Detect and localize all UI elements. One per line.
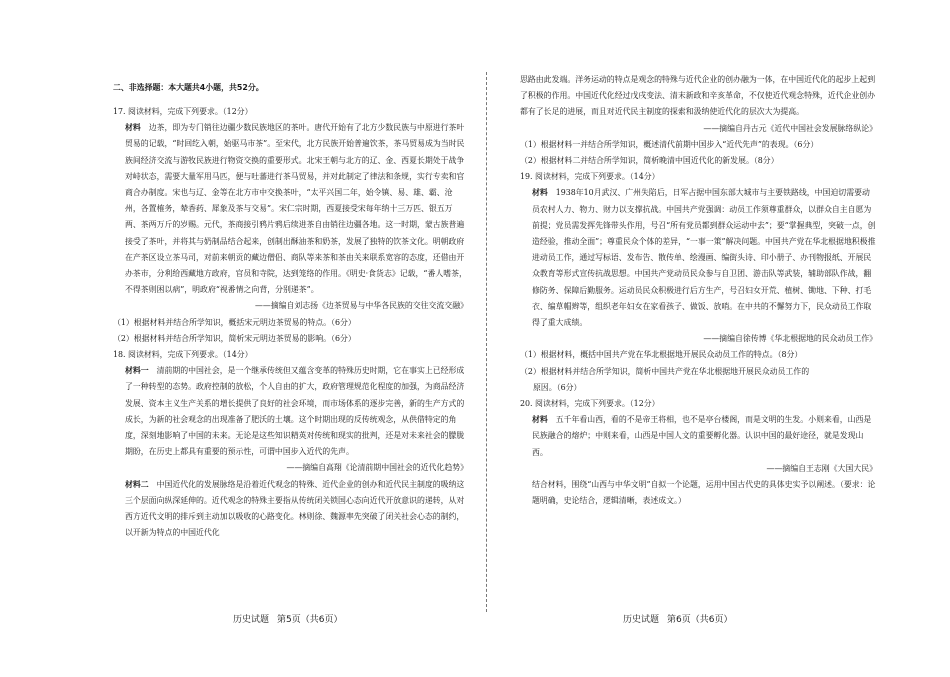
- question-18-material1: [113, 363, 468, 460]
- question-17-source: ——摘编自刘志扬《边茶贸易与中华各民族的交往交流交融》: [254, 301, 468, 311]
- question-17-stem: 17. 阅读材料，完成下列要求。（12分）: [113, 106, 253, 116]
- footer-page-number: 第6页（共6页）: [667, 615, 733, 625]
- question-17-sub1: （1）根据材料并结合所学知识，概括宋元明边茶贸易的特点。（6分）: [113, 317, 356, 327]
- question-18-source1: ——摘编自高翔《论清前期中国社会的近代化趋势》: [286, 463, 468, 473]
- question-20-stem: 20. 阅读材料，完成下列要求。（12分）: [520, 399, 660, 409]
- material2-label: 材料二: [125, 479, 149, 489]
- question-18-material2: [113, 477, 468, 542]
- material-text: 五千年看山西，看的不是帝王将相，也不是亭台楼阁，而是文明的生发。小则来看，山西是民族融合的熔炉；中则来看，山西是中国人文的重要孵化器。认识中国的最好途径，就是发现山西。: [532, 415, 872, 457]
- question-20-source: ——摘编自王志刚《大国大民》: [766, 463, 877, 473]
- material-label: 材料: [532, 415, 548, 425]
- question-19-source: ——摘编自徐传博《华北根据地的民众动员工作》: [703, 334, 877, 344]
- question-20-material: [520, 412, 877, 461]
- question-18-source2: ——摘编自丹古元《近代中国社会发展脉络纵论》: [703, 123, 877, 133]
- right-page-footer: [623, 612, 740, 625]
- question-19-sub2: （2）根据材料并结合所学知识，简析中国共产党在华北根据地开展民众动员工作的: [520, 366, 810, 376]
- question-18-stem: 18. 阅读材料，完成下列要求。（14分）: [113, 350, 253, 360]
- right-page: [475, 0, 950, 677]
- material1-text: 清前期的中国社会，是一个继承传统但又蕴含变革的特殊历史时期，它在事实上已经形成了一种转型的态势。政府控制的放松，个人自由的扩大，政府管理规范化程度的加强，为商品经济发展、资本主义生产关系的增长提供了良好的社会环境，而市场体系的逐步完善，新的生产方式的成长，为新的社会观念的出现准备了肥沃的土壤。这个时期出现的反传统观念，从供借特定的角度，深刻地影响了中国的未来。无论是这些知识精英对传统和现实的批判，还是对未来社会的朦胧期盼，在历史上都具有重要的预示性，可谓中国步入近代的先声。: [125, 366, 465, 457]
- question-17-material: [113, 120, 468, 298]
- footer-subject: 历史试题: [623, 615, 660, 625]
- material-label: 材料: [125, 123, 141, 133]
- material-text: 边茶，即为专门销往边疆少数民族地区的茶叶。唐代开始有了北方少数民族与中原进行茶叶贸易的记载，“时回纥入朝，始驱马市茶”。至宋代，北方民族开始普遍饮茶，茶马贸易成为当时民族间经济交流与游牧民族进行物资交换的重要形式。北宋王朝与北方的辽、金、西夏长期处于战争对峙状态，需要大量军用马匹，便与吐蕃进行茶马贸易，并对此制定了律法和条规，实行专卖和官商合办制度。宋也与辽、金等在北方市中交换茶叶，“太平兴国二年，始令镇、易、雄、霸、沧州，各置榷务，辇香药、犀象及茶与交易”。宋仁宗时期，西夏接受宋每年纳十三万匹、银五万两、茶两万斤的岁赐。元代，茶商接引鸦片鸦后续进茶自由销往边疆各地。这一时期，蒙古族普遍接受了茶叶，并将其与奶制品结合起来，创制出酥油茶和奶茶，发展了独特的饮茶文化。明朝政府在产茶区设立茶马司，对前来朝贡的藏边僧侣、商队等来茶和茶由关来联系宽容的态度，还借由开办茶市，分利给西藏地方政府，官员和寺院，达到笼络的作用。《明史·食货志》记载，“番人嗜茶，不得茶则困以病”，明政府“视番情之向背，分别递茶”。: [125, 123, 467, 295]
- question-18-material2-continued: 思路由此发端。洋务运动的特点是观念的特殊与近代企业的创办融为一体，在中国近代化的起步上起到了积极的作用。中国近代化经过戊戌变法、清末新政和辛亥革命，不仅使近代观念特殊，近代企业创办都有了长足的进展，而且对近代民主制度的探索和汲纳使近代化的层次大为提高。: [520, 75, 876, 117]
- question-19-material: [520, 185, 877, 331]
- material1-label: 材料一: [125, 366, 149, 376]
- question-17-sub2: （2）根据材料并结合所学知识，简析宋元明边茶贸易的影响。（6分）: [113, 333, 356, 343]
- question-18-sub2: （2）根据材料二并结合所学知识，简析晚清中国近代化的新发展。（8分）: [520, 156, 779, 166]
- section-title: 二、非选择题：本大题共4小题，共52分。: [113, 82, 264, 92]
- question-19-sub2-continued: 原因。（6分）: [533, 382, 582, 392]
- question-19-stem: 19. 阅读材料，完成下列要求。（14分）: [520, 172, 660, 182]
- material-text: 1938年10月武汉、广州失陷后，日军占据中国东部大城市与主要铁路线，中国迫切需要动员农村人力、物力、财力以支撑抗战。中国共产党强调：动员工作须尊重群众，以群众自主自愿为前提；党员需发挥先锋带头作用，号召“所有党员都到群众运动中去”；要“掌握典型，突破一点，创造经验，推动全面”；尊重民众个体的差异，“一事一策”解决问题。中国共产党在华北根据地积极推进动员工作，通过写标语、发布告、散传单、绘漫画、编街头诗、印小册子、办刊物报纸、开展民众教育等形式宣传抗战思想。中国共产党动员民众参与自卫团、游击队等武装，辅助部队作战，翻修防务、保障后勤服务。运动员民众积极进行后方生产，号召妇女开荒、植树、锄地、下种、打毛衣、编草帽辫等，组织老年妇女在家看孩子、做饭、放哨。在中共的不懈努力下，民众动员工作取得了重大成绩。: [532, 188, 876, 328]
- footer-page-number: 第5页（共6页）: [277, 615, 343, 625]
- footer-subject: 历史试题: [233, 615, 270, 625]
- left-column: [113, 72, 468, 541]
- right-column: [520, 72, 877, 509]
- left-page-footer: [233, 612, 350, 625]
- question-19-sub1: （1）根据材料，概括中国共产党在华北根据地开展民众动员工作的特点。（8分）: [520, 350, 803, 360]
- question-18-sub1: （1）根据材料一并结合所学知识，概述清代前期中国步入“近代先声”的表现。（6分）: [520, 139, 819, 149]
- question-20-task: 结合材料，围绕“山西与中华文明”自拟一个论题，运用中国古代史的具体史实予以阐述。（要求：论题明确，史论结合，逻辑清晰，表述成文。）: [532, 480, 876, 506]
- material2-text: 中国近代化的发展脉络是沿着近代观念的特殊、近代企业的创办和近代民主制度的吸纳这三个层面向纵深延伸的。近代观念的特殊主要指从传统闭关锁国心态向近代开放意识的递转，从对西方近代文明的排斥到主动加以吸收的心路变化。林则徐、魏源率先突破了闭关社会心态的制约，以开新为特点的中国近代化: [125, 479, 465, 538]
- material-label: 材料: [532, 188, 548, 198]
